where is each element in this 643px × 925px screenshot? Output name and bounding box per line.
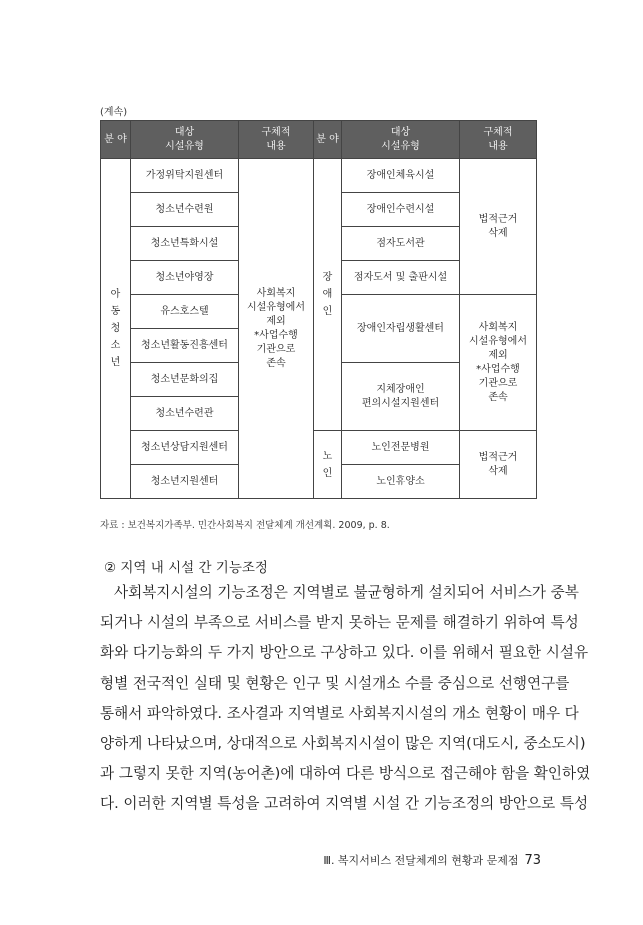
header-target-2: 대상 시설유형 [342,121,460,159]
table-cell: 청소년수련관 [131,397,239,431]
header-content: 구체적 내용 [239,121,314,159]
table-cell: 청소년수련원 [131,193,239,227]
table-cell: 청소년지원센터 [131,465,239,499]
table-cell: 장애인체육시설 [342,159,460,193]
source-note: 자료 : 보건복지가족부. 민간사회복지 전달체계 개선계획. 2009, p. 8. [100,520,390,531]
header-field-2: 분 야 [314,121,342,159]
category-disabled: 장 애 인 [314,159,342,431]
table-cell: 유스호스텔 [131,295,239,329]
category-elderly: 노 인 [314,431,342,499]
continued-label: (계속) [100,107,128,118]
section-subheading: ② 지역 내 시설 간 기능조정 [104,560,268,576]
paragraph-line: 형별 전국적인 실태 및 현황은 인구 및 시설개소 수를 중심으로 선행연구를 [100,674,570,692]
table-cell: 장애인수련시설 [342,193,460,227]
table-cell: 점자도서관 [342,227,460,261]
paragraph-line: 통해서 파악하였다. 조사결과 지역별로 사회복지시설의 개소 현황이 매우 다 [100,704,579,722]
table-cell: 가정위탁지원센터 [131,159,239,193]
paragraph-line: 과 그렇지 못한 지역(농어촌)에 대하여 다른 방식으로 접근해야 함을 확인하였 [100,765,591,783]
paragraph-line: 사회복지시설의 기능조정은 지역별로 불균형하게 설치되어 서비스가 중복 [114,584,579,601]
table-cell: 노인전문병원 [342,431,460,465]
table-row [101,431,537,465]
facility-table [100,120,537,499]
table-cell: 청소년야영장 [131,261,239,295]
table-row [101,159,537,193]
table-cell: 장애인자립생활센터 [342,295,460,363]
table-cell: 점자도서 및 출판시설 [342,261,460,295]
content-cell-youth: 사회복지 시설유형에서 제외 *사업수행 기관으로 존속 [239,159,314,499]
page-number: 73 [524,853,541,868]
table-cell: 청소년특화시설 [131,227,239,261]
paragraph-line: 화와 다기능화의 두 가지 방안으로 구상하고 있다. 이를 위해서 필요한 시설유 [100,644,589,662]
table-cell: 청소년상담지원센터 [131,431,239,465]
footer-chapter: Ⅲ. 복지서비스 전달체계의 현황과 문제점 [323,854,519,867]
table-header-row [101,121,537,159]
header-target: 대상 시설유형 [131,121,239,159]
category-youth: 아 동 청 소 년 [101,159,131,499]
content-cell-b: 사회복지 시설유형에서 제외 *사업수행 기관으로 존속 [460,295,537,431]
header-field: 분 야 [101,121,131,159]
content-cell-a: 법적근거 삭제 [460,159,537,295]
body-paragraph [100,578,591,820]
content-cell-c: 법적근거 삭제 [460,431,537,499]
page-footer [323,852,541,868]
table-cell: 청소년문화의집 [131,363,239,397]
paragraph-line: 양하게 나타났으며, 상대적으로 사회복지시설이 많은 지역(대도시, 중소도시) [100,735,586,753]
table-cell: 노인휴양소 [342,465,460,499]
header-content-2: 구체적 내용 [460,121,537,159]
table-cell: 청소년활동진흥센터 [131,329,239,363]
paragraph-line: 되거나 시설의 부족으로 서비스를 받지 못하는 문제를 해결하기 위하여 특성 [100,614,579,632]
paragraph-line: 다. 이러한 지역별 특성을 고려하여 지역별 시설 간 기능조정의 방안으로 특성 [100,795,589,813]
table-cell: 지체장애인 편의시설지원센터 [342,363,460,431]
